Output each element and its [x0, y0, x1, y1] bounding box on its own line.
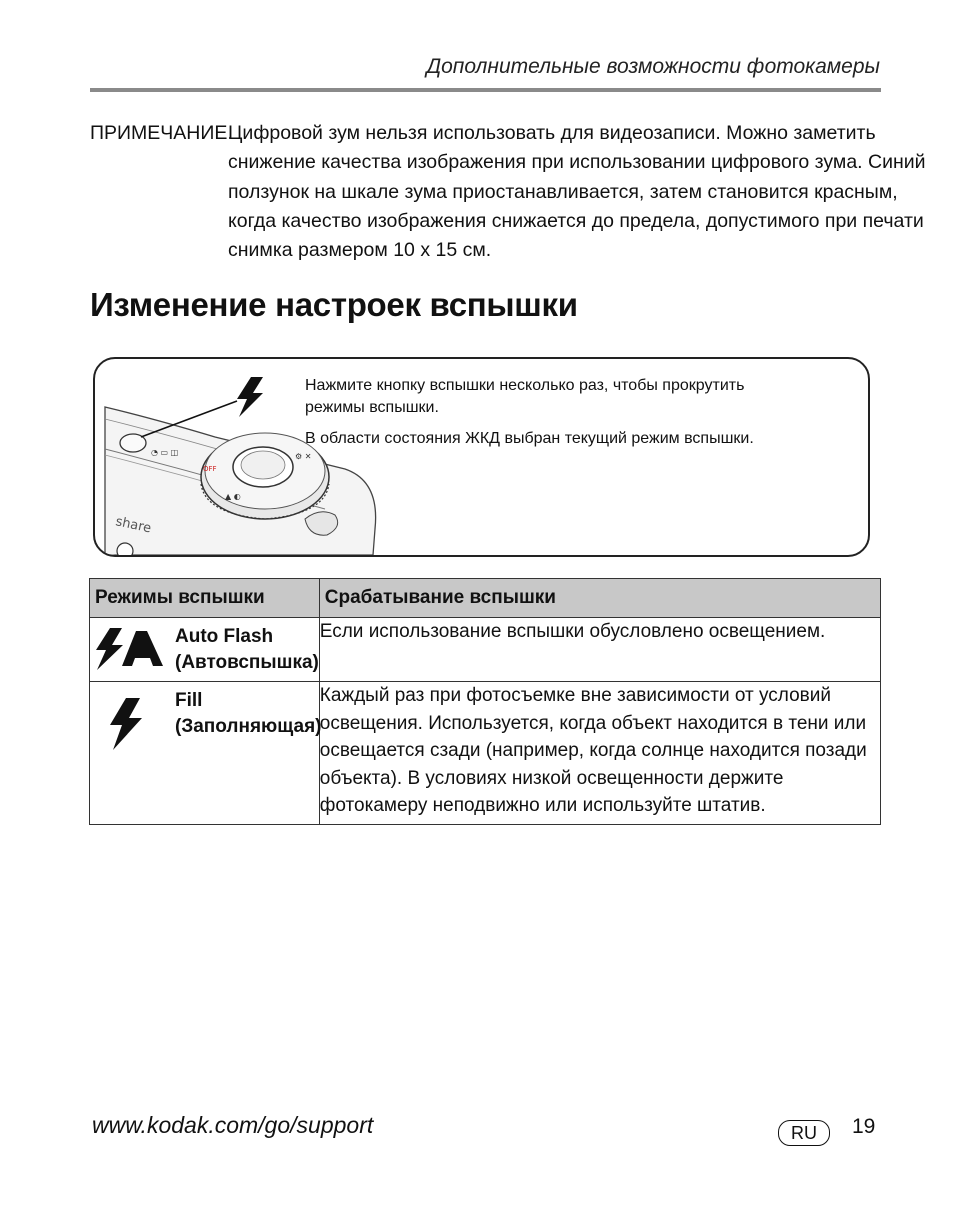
- header-divider: [90, 88, 881, 92]
- svg-text:⚙ ✕: ⚙ ✕: [295, 452, 312, 461]
- note-label: ПРИМЕЧАНИЕ.: [90, 122, 233, 144]
- mode-name-line1: Fill: [175, 690, 203, 711]
- note-line: снимка размером 10 x 15 см.: [228, 239, 492, 262]
- table-header-row: [90, 579, 881, 618]
- mode-name: [175, 688, 322, 740]
- note-line: Цифровой зум нельзя использовать для видеозаписи. Можно заметить: [228, 122, 876, 144]
- table-header-behavior: Срабатывание вспышки: [319, 579, 880, 618]
- auto-flash-icon: [96, 628, 166, 670]
- callout-instruction-1: Нажмите кнопку вспышки несколько раз, чтобы прокрутить режимы вспышки.: [305, 377, 745, 416]
- svg-text:▲ ◐: ▲ ◐: [225, 492, 241, 501]
- section-title: Изменение настроек вспышки: [90, 286, 578, 323]
- mode-description: Каждый раз при фотосъемке вне зависимости от условий освещения. Используется, когда объект находится в тени или освещается сзади (например, когда солнце находится позади объекта). В условиях низкой освещенности держите фотокамеру неподвижно или используйте штатив.: [319, 682, 880, 825]
- fill-flash-icon: [110, 698, 144, 750]
- note-line: ползунок на шкале зума приостанавливается, затем становится красным,: [228, 180, 898, 203]
- mode-cell: [90, 682, 320, 825]
- table-row: [90, 618, 881, 682]
- mode-name-line2: (Автовспышка): [175, 652, 319, 673]
- note-line: снижение качества изображения при использовании цифрового зума. Синий: [228, 151, 926, 174]
- instruction-callout: [93, 357, 870, 557]
- mode-description: Если использование вспышки обусловлено освещением.: [319, 618, 880, 682]
- svg-text:◔ ▭ ◫: ◔ ▭ ◫: [151, 448, 179, 457]
- table-row: [90, 682, 881, 825]
- flash-bolt-icon: [237, 377, 263, 417]
- table-header-modes: Режимы вспышки: [90, 579, 320, 618]
- share-label: share: [114, 514, 153, 537]
- svg-text:OFF: OFF: [203, 465, 217, 473]
- page-header-title: Дополнительные возможности фотокамеры: [426, 55, 880, 78]
- language-badge: RU: [778, 1120, 830, 1146]
- callout-instruction-2: В области состояния ЖКД выбран текущий режим вспышки.: [305, 430, 754, 447]
- mode-name-line2: (Заполняющая): [175, 716, 322, 737]
- flash-modes-table: [89, 578, 881, 825]
- mode-name: [175, 624, 319, 676]
- footer-support-link[interactable]: www.kodak.com/go/support: [92, 1112, 374, 1138]
- page-number: 19: [852, 1115, 876, 1138]
- note-line: когда качество изображения снижается до предела, допустимого при печати: [228, 209, 924, 232]
- mode-name-line1: Auto Flash: [175, 626, 274, 647]
- mode-cell: [90, 618, 320, 682]
